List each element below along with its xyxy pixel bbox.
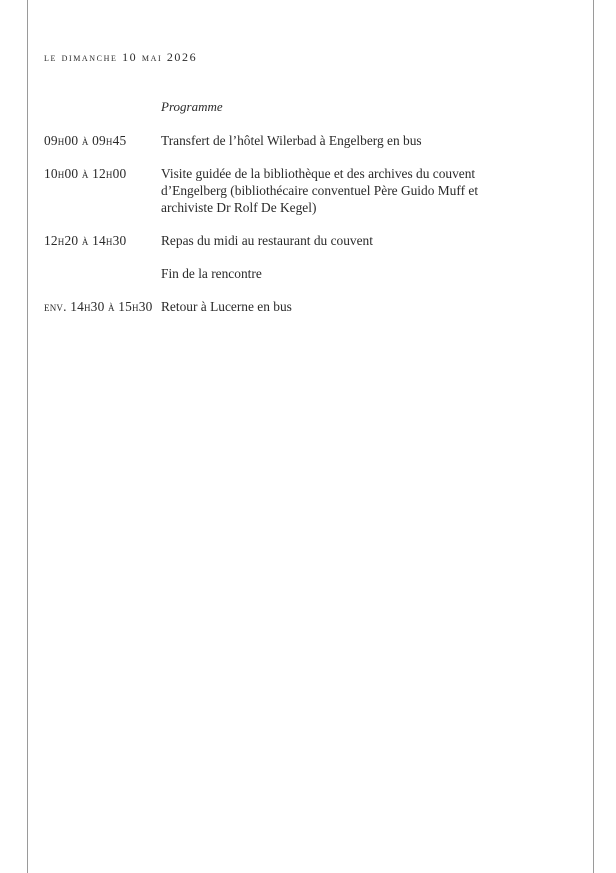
schedule-description: Visite guidée de la bibliothèque et des archives du couvent d’Engelberg (bibliothécaire conventuel Père Guido Muff et archiviste Dr Rolf De Kegel) bbox=[161, 166, 479, 215]
schedule-description: Repas du midi au restaurant du couvent bbox=[161, 233, 373, 248]
schedule-list bbox=[44, 132, 564, 331]
schedule-description: Transfert de l’hôtel Wilerbad à Engelberg en bus bbox=[161, 133, 422, 148]
schedule-time: 10h00 à 12h00 bbox=[44, 166, 127, 181]
schedule-row bbox=[44, 132, 564, 149]
schedule-time: env. 14h30 à 15h30 bbox=[44, 299, 153, 314]
schedule-time: 12h20 à 14h30 bbox=[44, 233, 127, 248]
schedule-description: Fin de la rencontre bbox=[161, 266, 262, 281]
schedule-time bbox=[44, 265, 161, 282]
schedule-description: Retour à Lucerne en bus bbox=[161, 299, 292, 314]
schedule-row bbox=[44, 165, 564, 216]
schedule-row bbox=[44, 232, 564, 249]
schedule-time: 09h00 à 09h45 bbox=[44, 133, 127, 148]
document-page bbox=[27, 0, 594, 873]
schedule-row bbox=[44, 298, 564, 315]
date-heading: le dimanche 10 mai 2026 bbox=[44, 50, 198, 64]
programme-label: Programme bbox=[161, 99, 223, 114]
schedule-row bbox=[44, 265, 564, 282]
